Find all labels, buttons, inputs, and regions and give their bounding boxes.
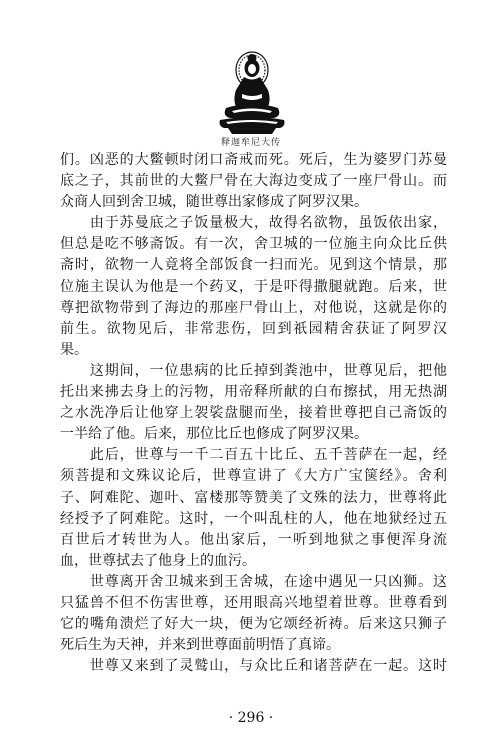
text-line: 斋时，欲物一人竟将全部饭食一扫而光。见到这个情景，那: [60, 257, 447, 274]
text-line: 世尊离开舍卫城来到王舍城，在途中遇见一只凶狮。这: [60, 573, 447, 590]
text-line: 果。: [60, 341, 88, 358]
text-line: 但总是吃不够斋饭。有一次，舍卫城的一位施主向众比丘供: [60, 236, 447, 253]
text-line: 血，世尊拭去了他身上的血污。: [60, 552, 256, 569]
illustration-caption: 释迦牟尼大传: [220, 138, 281, 148]
text-line: 此后，世尊与一千二百五十比丘、五千菩萨在一起，经: [60, 447, 447, 464]
text-line: 托出来拂去身上的污物，用帝释所献的白布擦拭，用无热湖: [60, 384, 447, 401]
page-number: · 296 ·: [228, 710, 274, 726]
text-line: 之水洗净后让他穿上袈裟盘腿而坐，接着世尊把自己斋饭的: [60, 405, 447, 422]
text-line: 世尊又来到了灵鹫山，与众比丘和诸菩萨在一起。这时: [60, 658, 447, 675]
text-line: 它的嘴角溃烂了好大一块，便为它颂经祈祷。后来这只狮子: [60, 616, 447, 633]
text-line: 一半给了他。后来，那位比丘也修成了阿罗汉果。: [60, 426, 368, 443]
text-line: 只猛兽不但不伤害世尊，还用眼高兴地望着世尊。世尊看到: [60, 594, 447, 611]
text-line: 尊把欲物带到了海边的那座尸骨山上，对他说，这就是你的: [60, 299, 447, 316]
text-line: 由于苏曼底之子饭量极大，故得名欲物，虽饭依出家，: [60, 215, 447, 232]
text-line: 们。凶恶的大鳖顿时闭口斋戒而死。死后，生为婆罗门苏曼: [60, 152, 447, 168]
seated-buddha-illustration: [206, 46, 298, 138]
text-line: 这期间，一位患病的比丘掉到粪池中，世尊见后，把他: [60, 362, 447, 379]
text-line: 须菩提和文殊议论后，世尊宣讲了《大方广宝箧经》。舍利: [60, 468, 447, 485]
text-line: 死后生为天神，并来到世尊面前明悟了真谛。: [60, 637, 340, 654]
text-line: 百世后才转世为人。他出家后，一听到地狱之事便浑身流: [60, 531, 447, 548]
text-line: 位施主误认为他是一个药叉，于是吓得撒腿就跑。后来，世: [60, 278, 447, 295]
text-line: 前生。欲物见后，非常悲伤，回到祇园精舍获证了阿罗汉: [60, 320, 447, 337]
text-line: 众商人回到舍卫城，随世尊出家修成了阿罗汉果。: [60, 194, 368, 211]
body-text: [60, 150, 447, 677]
text-line: 底之子，其前世的大鳖尸骨在大海边变成了一座尸骨山。而: [60, 173, 447, 190]
text-line: 经授予了阿难陀。这时，一个叫乱柱的人，他在地狱经过五: [60, 510, 447, 527]
text-line: 子、阿难陀、迦叶、富楼那等赞美了文殊的法力，世尊将此: [60, 489, 447, 506]
